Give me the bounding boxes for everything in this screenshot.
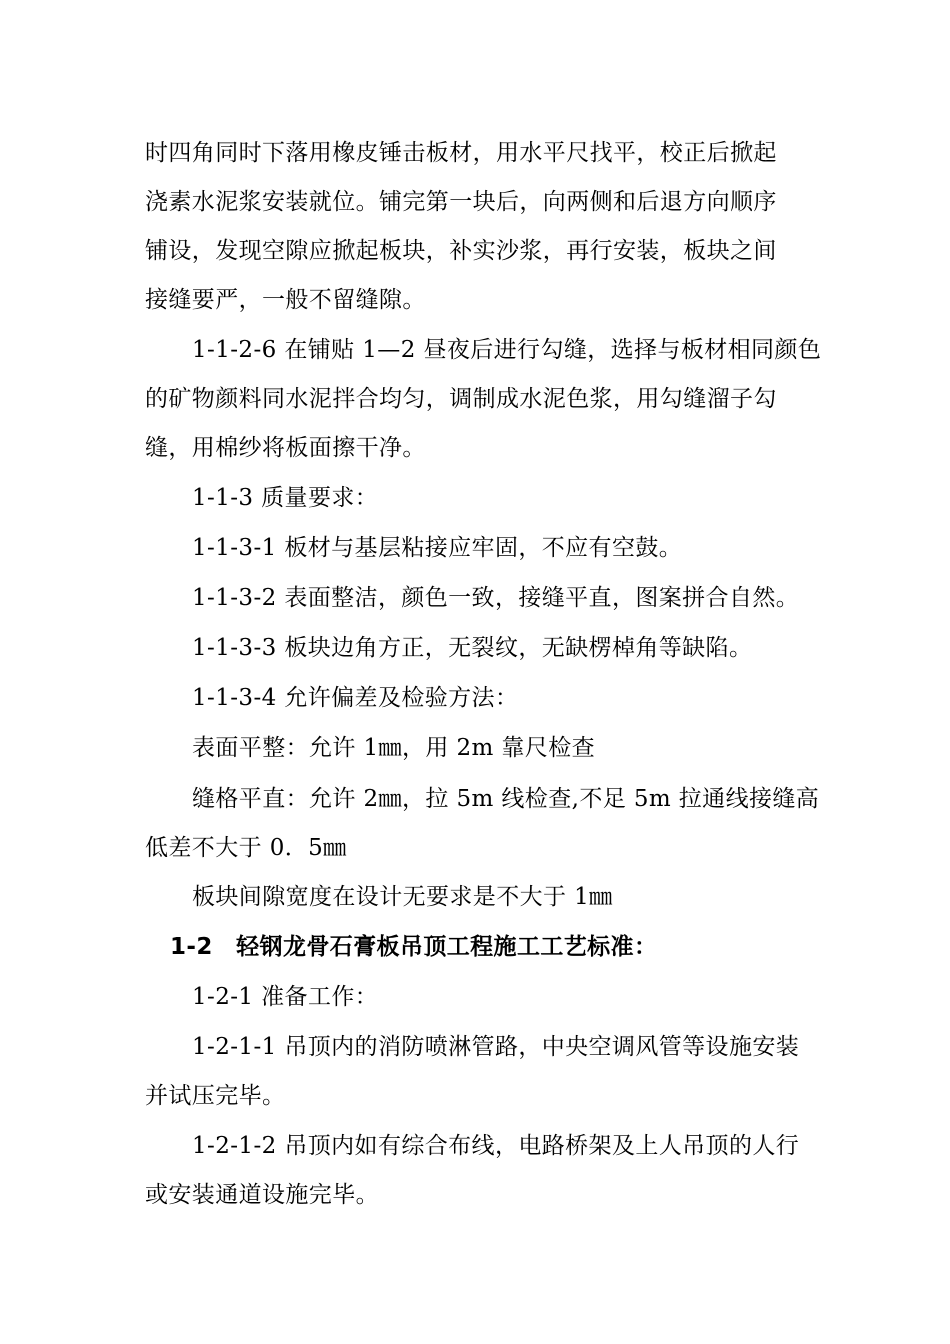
paragraph-line: 1-1-2-6 在铺贴 1—2 昼夜后进行勾缝，选择与板材相同颜色	[192, 337, 822, 363]
paragraph-line: 接缝要严，一般不留缝隙。	[145, 287, 426, 313]
paragraph-line: 1-2-1-2 吊顶内如有综合布线，电路桥架及上人吊顶的人行	[192, 1133, 800, 1159]
paragraph-line: 1-1-3-3 板块边角方正，无裂纹，无缺楞棹角等缺陷。	[192, 635, 753, 661]
section-title: 1-2 轻钢龙骨石膏板吊顶工程施工工艺标准：	[170, 934, 658, 960]
paragraph-line: 铺设，发现空隙应掀起板块，补实沙浆，再行安装，板块之间	[145, 238, 777, 264]
paragraph-line: 时四角同时下落用橡皮锤击板材，用水平尺找平，校正后掀起	[145, 140, 777, 166]
paragraph-line: 的矿物颜料同水泥拌合均匀，调制成水泥色浆，用勾缝溜子勾	[145, 386, 777, 412]
section-heading: 1-2-1 准备工作：	[192, 984, 379, 1010]
paragraph-line: 缝格平直：允许 2㎜，拉 5m 线检查,不足 5m 拉通线接缝高	[192, 786, 820, 812]
paragraph-line: 缝，用棉纱将板面擦干净。	[145, 435, 426, 461]
paragraph-line: 低差不大于 0．5㎜	[145, 835, 347, 861]
paragraph-line: 表面平整：允许 1㎜，用 2m 靠尺检查	[192, 735, 596, 761]
paragraph-line: 1-2-1-1 吊顶内的消防喷淋管路，中央空调风管等设施安装	[192, 1034, 800, 1060]
paragraph-line: 1-1-3-1 板材与基层粘接应牢固，不应有空鼓。	[192, 535, 683, 561]
section-heading: 1-1-3 质量要求：	[192, 485, 379, 511]
paragraph-line: 板块间隙宽度在设计无要求是不大于 1㎜	[192, 884, 613, 910]
paragraph-line: 并试压完毕。	[145, 1083, 286, 1109]
paragraph-line: 1-1-3-4 允许偏差及检验方法：	[192, 685, 519, 711]
paragraph-line: 浇素水泥浆安装就位。铺完第一块后，向两侧和后退方向顺序	[145, 189, 777, 215]
paragraph-line: 或安装通道设施完毕。	[145, 1182, 379, 1208]
paragraph-line: 1-1-3-2 表面整洁，颜色一致，接缝平直，图案拼合自然。	[192, 585, 800, 611]
